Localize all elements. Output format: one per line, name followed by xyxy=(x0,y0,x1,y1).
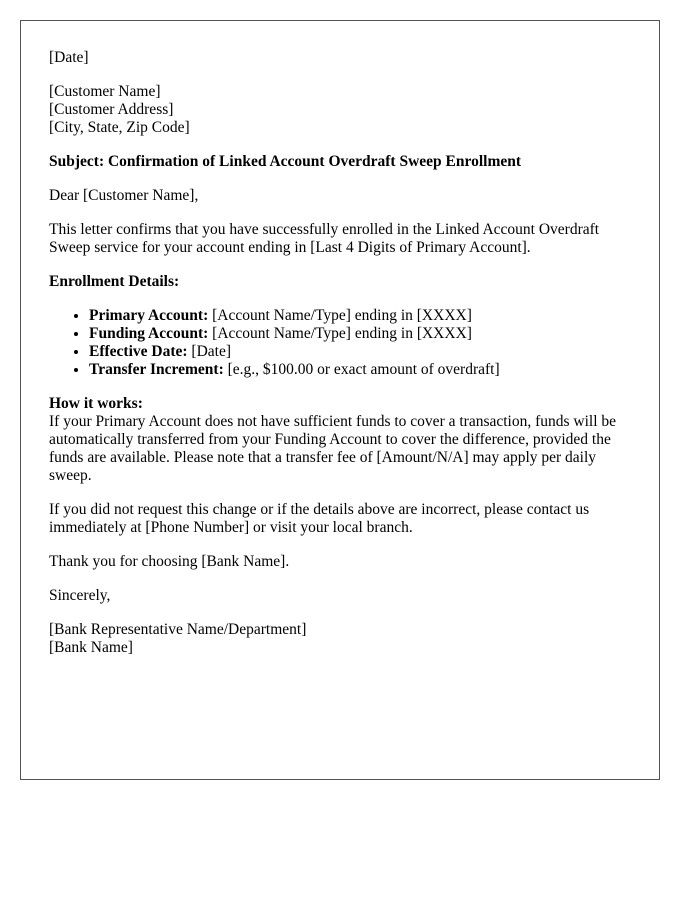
letter xyxy=(20,20,660,780)
recipient-address: [Customer Address] xyxy=(49,101,174,118)
detail-primary-account xyxy=(89,307,631,325)
enrollment-details-list xyxy=(49,307,631,379)
closing: Sincerely, xyxy=(49,587,111,604)
detail-transfer-increment xyxy=(89,361,631,379)
how-it-works-heading: How it works: xyxy=(49,395,143,412)
signature-bank: [Bank Name] xyxy=(49,639,133,656)
details-heading: Enrollment Details: xyxy=(49,273,180,290)
how-it-works-body: If your Primary Account does not have sufficient funds to cover a transaction, funds will be automatically transferred from your Funding Account to cover the difference, provided the funds are available. Please note that a transfer fee of [Amount/N/A] may apply per daily sweep. xyxy=(49,413,617,484)
recipient-name: [Customer Name] xyxy=(49,83,161,100)
detail-value: [Account Name/Type] ending in [XXXX] xyxy=(208,307,472,324)
letter-date: [Date] xyxy=(49,49,89,66)
detail-label: Effective Date: xyxy=(89,343,188,360)
detail-label: Primary Account: xyxy=(89,307,209,324)
detail-label: Transfer Increment: xyxy=(89,361,224,378)
detail-effective-date xyxy=(89,343,631,361)
detail-funding-account xyxy=(89,325,631,343)
thanks-line: Thank you for choosing [Bank Name]. xyxy=(49,553,290,570)
recipient-city-state-zip: [City, State, Zip Code] xyxy=(49,119,190,136)
letter-subject: Subject: Confirmation of Linked Account Overdraft Sweep Enrollment xyxy=(49,153,522,170)
detail-value: [Account Name/Type] ending in [XXXX] xyxy=(208,325,472,342)
how-it-works-section xyxy=(49,395,631,485)
signature-block xyxy=(49,621,631,657)
detail-label: Funding Account: xyxy=(89,325,209,342)
detail-value: [e.g., $100.00 or exact amount of overdraft] xyxy=(223,361,500,378)
detail-value: [Date] xyxy=(187,343,232,360)
signature-representative: [Bank Representative Name/Department] xyxy=(49,621,307,638)
contact-paragraph: If you did not request this change or if the details above are incorrect, please contact us immediately at [Phone Number] or visit your local branch. xyxy=(49,501,590,536)
recipient-block xyxy=(49,83,631,137)
salutation: Dear [Customer Name], xyxy=(49,187,199,204)
intro-paragraph: This letter confirms that you have successfully enrolled in the Linked Account Overdraft Sweep service for your account ending in [Last 4 Digits of Primary Account]. xyxy=(49,221,600,256)
